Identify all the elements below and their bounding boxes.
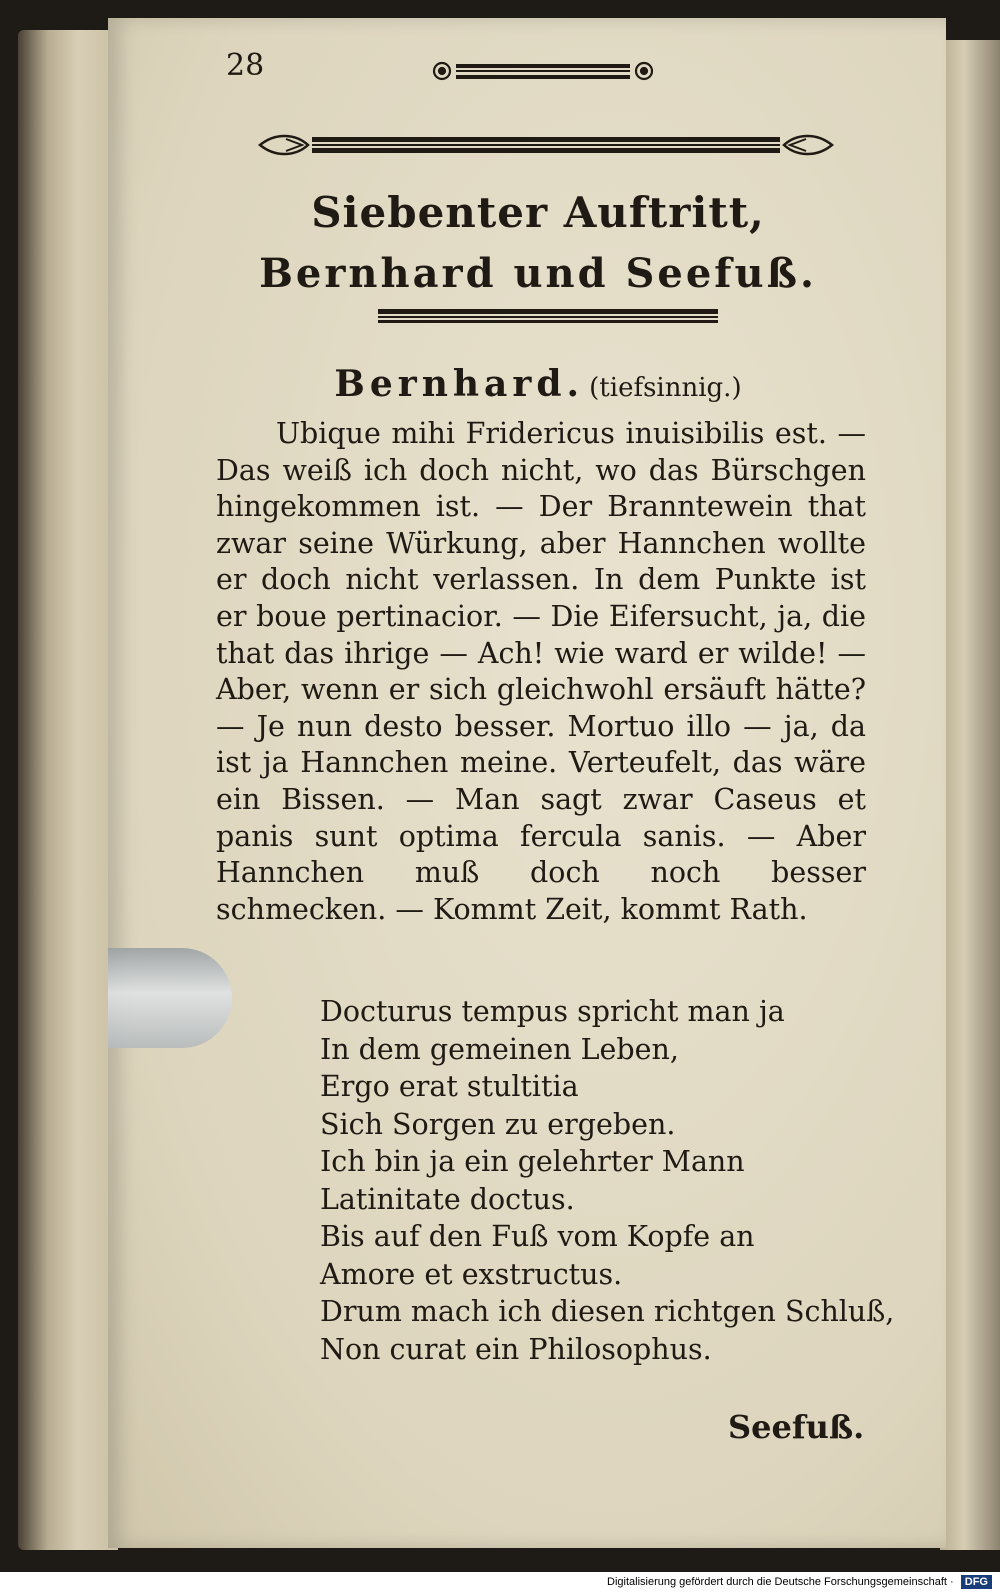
verse-line: Latinitate doctus. <box>320 1182 575 1216</box>
prose-block <box>216 416 866 928</box>
footer-credit: Digitalisierung gefördert durch die Deutsche Forschungsgemeinschaft · DFG <box>0 1572 1000 1592</box>
title-ornament <box>256 128 836 162</box>
verse-block <box>320 993 895 1368</box>
section-rule <box>378 308 718 324</box>
verse-line: Ich bin ja ein gelehrter Mann <box>320 1145 745 1178</box>
verse-line: Amore et exstructus. <box>320 1257 623 1291</box>
book-left-edge <box>18 30 118 1550</box>
verse-line: Docturus tempus spricht man ja <box>320 995 785 1028</box>
prose-paragraph: Ubique mihi Fridericus inuisibilis est. — Das weiß ich doch nicht, wo das Bürschgen hingekommen ist. — Der Branntewein that zwar seine Würkung, aber Hannchen wollte er doch nicht verlassen. In dem Punkte ist er boue pertinacior. — Die Eifersucht, ja, die that das ihrige — Ach! wie ward er wilde! — Aber, wenn er sich gleichwohl ersäuft hätte? — Je nun desto besser. Mortuo illo — ja, da ist ja Hannchen meine. Verteufelt, das wäre ein Bissen. — Man sagt zwar Caseus et panis sunt optima fercula sanis. — Aber Hannchen muß doch noch besser schmecken. — Kommt Zeit, kommt Rath. <box>216 417 866 926</box>
catchword: Seefuß. <box>728 1408 865 1446</box>
book-page <box>108 18 946 1548</box>
book-right-edge <box>940 40 1000 1550</box>
verse-line: Drum mach ich diesen richtgen Schluß, <box>320 1295 895 1328</box>
stage-direction: (tiefsinnig.) <box>589 373 742 403</box>
page-number: 28 <box>226 48 265 83</box>
scene-title: Siebenter Auftritt, <box>311 188 765 237</box>
speaker-name: Bernhard. <box>334 363 585 405</box>
verse-line: Non curat ein Philosophus. <box>320 1332 712 1366</box>
verse-line: Ergo erat stultitia <box>320 1070 579 1103</box>
page-clip <box>108 948 232 1048</box>
dfg-logo: DFG <box>961 1575 992 1589</box>
footer-text: Digitalisierung gefördert durch die Deutsche Forschungsgemeinschaft <box>607 1576 947 1588</box>
verse-line: Bis auf den Fuß vom Kopfe an <box>320 1220 755 1253</box>
speaker-line <box>238 363 838 405</box>
scene-characters: Bernhard und Seefuß. <box>259 250 817 297</box>
verse-line: In dem gemeinen Leben, <box>320 1032 679 1066</box>
top-ornament <box>428 56 658 86</box>
verse-line: Sich Sorgen zu ergeben. <box>320 1107 676 1141</box>
